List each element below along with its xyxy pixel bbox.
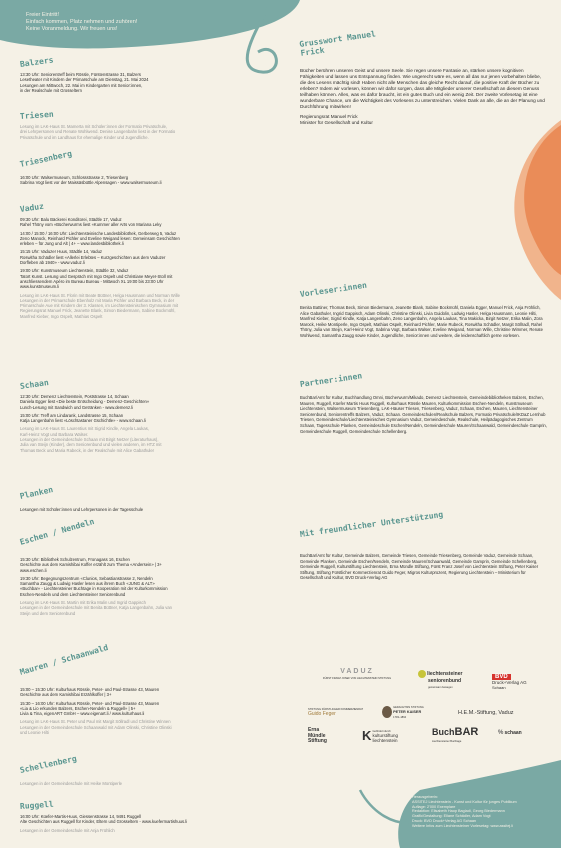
kaiser-text: [393, 704, 424, 719]
event-line: Dorfleben ab 1940» - www.vaduz.li: [20, 260, 85, 266]
event-line: Regierungsrat Manuel Frick, Jeanette Blank, Simon Biedermann, Sabine Bockmühl,: [20, 308, 176, 314]
sponsor-logos: [308, 668, 548, 758]
event: [20, 413, 282, 424]
hem-name: H.E.M.-Stiftung, Vaduz: [458, 710, 514, 716]
event-line: Lesungen in der Gemeindeschule mit Benita Büttner, Katja Langenbahn, Julia van: [20, 605, 173, 611]
event-line: Lesungen am Mittwoch, 22. Mai im Kindergarten mit Senior:innen,: [20, 82, 143, 88]
event-line: 14:00 / 15:00 / 16:00 Uhr: Liechtensteinische Landesbibliothek, Gerberweg 5, Vaduz: [20, 230, 177, 236]
kulturstiftung-k-icon: K: [362, 728, 372, 743]
logo-ffj: [314, 668, 400, 680]
event-line: 15:00 – 15:30 Uhr: Kulturhaus Rössle, Peter- und Paul-Strasse 43, Mauren: [20, 687, 160, 692]
event-line: Lesung im LAK-Haus St. Martin mit Erika Malin und Ingrid Gappisch: [20, 600, 146, 606]
ffj-label: FÜRST FRANZ JOSEF VON LIECHTENSTEIN STIFTUNG: [322, 677, 392, 680]
bvd-line3: Schaan: [492, 685, 506, 690]
grusswort-text: [300, 68, 548, 126]
feger-sub: STIFTUNG FÜRSTLICHER KOMMERZIENRAT: [308, 708, 364, 711]
event-line: Lunch-Lesung mit Sandwich und Getränken - www.demenz.li: [20, 404, 134, 410]
event-line: Roswitha Schädler liest «Allerlei Erlebtes – Kurzgeschichten aus dem Vaduzer: [20, 254, 166, 260]
publisher-line: ASSITEJ Liechtenstein - Kunst und Kultur für junges Publikum: [412, 799, 517, 804]
section-title: Vorleser:innen: [299, 280, 368, 299]
section-title: Ruggell: [19, 799, 54, 811]
kultur-line2: liechtenstein: [372, 738, 398, 743]
seniorenbund-mark-icon: [418, 670, 426, 678]
event: [20, 268, 282, 289]
intro-line: Einfach kommen, Platz nehmen und zuhören!: [26, 19, 138, 25]
unterstuetzung-list: BuchBar/Amt für Kultur, Gemeinde Balzers, Gemeinde Triesen, Gemeinde Triesenberg, Gemeinde Vaduz, Gemeinde Schaan, Gemeinde Planken, Gemeinde Eschen/Nendeln, Gemeinde Mauren/Schaanwald, Gemeinde Gamprin, Gemeinde Schellenberg, Gemeinde Ruggell, Kulturstiftung Liechtenstein, Erna Mündle Stiftung, Fürst Franz Josef von Liechtenstein Stiftung, Peter Kaiser Stiftung, Stiftung Fürstlicher Kommerzienrat Guido Feger, Migros Kulturprozent, Regierung Liechtenstein – Ministerium für Gesellschaft und Kultur, BVD Druck+Verlag AG: [300, 553, 539, 581]
publisher-line: Auflage: 2'000 Exemplare: [412, 804, 456, 809]
section-title: Mauren / Schaanwald: [18, 642, 110, 677]
event-line: Livia & Tina, eigenART GmbH – www.eigenart.li / www.kulturhaus.li: [20, 711, 145, 717]
event-line: Sabrina Vogt liest vor der Maissäsbüttle Alpensagen - www.walsermuseum.li: [20, 180, 162, 186]
event-line: «Lia & Lio erkunden Balzers, Eschen-Nendeln & Ruggell» | 5+: [20, 705, 136, 711]
publisher-line: Redaktion: Elisabeth Haop Bagladi, Georg Biedermann: [412, 809, 505, 814]
event-line: Lesung im LAK-Haus St. Florin mit Beate Büttner, Helga Hausmann und Norman Wille: [20, 292, 180, 298]
vorleser-section: [299, 280, 548, 342]
signature: [300, 114, 548, 126]
event: [20, 72, 282, 93]
feger-name: Guido Feger: [308, 711, 336, 717]
event-line: Samantha Zaugg & Ludwig Hasler lesen aus ihrem Buch «JUNG & ALT»: [20, 581, 155, 587]
partner-list: BuchBar/Amt für Kultur, Buchhandlung Omni, Bücherwurm/Mikado, Demenz Liechtenstein, Gemeindebibliotheken Balzers, Eschen, Mauren, Ruggell, Küefer Martis Huus Ruggell, Kulturhaus Rössle Mauren, Kulturkommission Eschen-Nendeln, Kunstmuseum Liechtenstein, Walsermuseum Triesenberg, LAK-Häuser Triesen, Triesenberg, Vaduz, Schaan, Eschen, Mauren, Liechtensteiner Seniorenbund, Seniorentreffs Balzers, Vaduz, Schaan. Gemeindeschulen/Realschule Balzers, Formatio Privatschule/IKDaZ Lernhub Triesen, Gemeindeschule/Liechtensteinisches Gymnasium Vaduz, Gemeindeschule, Realschule, Heilpädagogisches Zentrum Schaan, Tagesschule Planken, Gemeindeschule Eschen/Nendeln, Gemeindeschule Mauren/Schaanwald, Gemeindeschule Gamprin, Gemeindeschule Ruggell, Gemeindeschule Schellenberg.: [300, 395, 547, 434]
event-line: Lesetheater mit Kindern der Primarschule am Dienstag, 21. Mai 2024: [20, 77, 149, 83]
migros-mark-icon: %: [498, 730, 504, 736]
unterstuetzung-text: [300, 553, 548, 581]
event-line: Julia van Steijn (Kinder), dem Seniorenbund und vielen anderen, im HTZ mit: [20, 442, 162, 448]
event-line: 16:00 Uhr: Walsermuseum, Schlossstrasse 2, Triesenberg: [20, 175, 129, 180]
bvd-mark: BVD: [492, 674, 511, 680]
section-title: Triesenberg: [19, 149, 73, 169]
section-title: Schaan: [19, 378, 50, 391]
kaiser-name: PETER KAISER: [393, 710, 422, 714]
bvd-line2: Druck+Verlag AG: [492, 680, 527, 685]
event-line: Alte Geschichten aus Ruggell für Kinder, Eltern und Grosseltern - www.kuefermartishuus.li: [20, 819, 188, 825]
event-line: Thomas Beck und Maria Rabeck, in der Realschule mit Alice Gabathuler: [20, 447, 155, 453]
vorleser-list: Benita Battiner, Thomas Beck, Simon Biedermann, Jeanette Blank, Sabine Bockmühl, Daniela Egger, Manuel Frick, Anja Fröhlich, Alice Gabathuler, Ingrid Gappisch, Adam Olinski, Christine Olinski, Livia Guidolin, Ludwig Hasler, Helga Hausmann, Leonie Hilti, Manfred Kieber, Sigrid Kindle, Katja Langenbahn, Zeno Langenbahn, Angela Laukas, Tina Makicka, Birgit Netzer, Erika Malin, Zora Marock, Heike Montiperle, Ingo Ospelt, Mathias Ospelt, Reinhard Pichler, Marie Rubeck, Roswitha Schädler, Margit Söllradl, Rahel Thöny, Julia van Steijn, Karl-Heinz Vogt, Sabrina Vogt, Barbara Walser, Eveline Weigand, Norman Wille, Christine Wimmer, Renate Wohlwend, Samantha Zaugg sowie Kinder, Jugendliche, Senior:innen und weitere, die leidenschaftlich gerne vorlesen.: [300, 305, 543, 338]
event-line: 19:30 Uhr: Begegnungszentrum «Clunios, Sebastianstrasse 2, Nendeln: [20, 575, 153, 581]
event-line: Daniela Egger liest «Die beste Entscheidung - Demenz-Geschichten»: [20, 399, 150, 405]
seniorenbund-line2: seniorenbund: [428, 678, 462, 684]
logo-erna: [308, 728, 327, 745]
event-line: Lesungen in der Gemeindeschule Schaan mit Birgit Netzer (Literaturhaus),: [20, 437, 159, 443]
event: [20, 293, 282, 319]
buchbar-part1: Buch: [432, 727, 455, 737]
event-line: Geschichte aus dem Kamishibai Koffer erzählt zum Thema «Andersein» | 3+: [20, 562, 162, 568]
section-title: Schellenberg: [19, 754, 78, 775]
event-line: Lesungen mit Schüler:innen und Lehrpersonen in der Tagesschule: [20, 507, 144, 512]
section-vaduz: [19, 201, 282, 319]
intro-line: Freier Eintritt!: [26, 12, 60, 18]
info-column: [298, 29, 548, 730]
event-line: Primarschule Aue mit Kindern der 3. Klassen, im Liechtensteinischen Gymnasium mit: [20, 303, 179, 309]
event: [20, 557, 282, 573]
event-line: 15:30 Uhr: Bibliothek Schulzentrum, Fronagass 16, Eschen: [20, 557, 130, 562]
event: [20, 814, 282, 825]
vorleser-text: [300, 305, 548, 339]
grusswort-section: [298, 29, 548, 129]
section-title: Planken: [19, 485, 54, 501]
section-title: Eschen / Nendeln: [18, 516, 96, 547]
event-line: 16:00 Uhr: Küefer-Martis-Huus, Giessenstrasse 14, 9491 Ruggell: [20, 814, 142, 819]
event-line: Zeno Manock, Reinhard Pichler und Eveline Weigand lesen: Gemeinsam Geschichten: [20, 235, 180, 241]
section-title: Mit freundlicher Unterstützung: [299, 509, 444, 539]
grusswort-paragraph: Bücher berühren unseren Geist und unsere Seele. Sie regen unsere Fantasie an, stärken unsere kognitiven Fähigkeiten und lassen uns Entspannung finden. Wie ungerecht wäre es, wenn all das nur jenen vorbehalten bliebe, die des Lesens mächtig sind! Haben nicht alle Menschen das gleiche Recht darauf, die positive Kraft der Bücher zu erleben? Indem wir vorlesen, können wir dafür sorgen, dass alle Mitglieder unserer Gesellschaft an diesem Genuss teilhaben können. Alles, was es dafür braucht, ist ein gutes Buch und ein wenig Zeit. Der zweite Vorlesetag ist eine wunderbare Chance, um die Wichtigkeit des Vorlesens zu unterstreichen. Vielen Dank an alle, die an der Planung und Durchführung mitwirken!: [300, 68, 545, 109]
kaiser-sub: GEDACHTNIS STIFTUNG: [393, 706, 424, 709]
event: [20, 576, 282, 597]
event-line: www.eschen.li: [20, 567, 47, 573]
logo-kulturstiftung: [362, 728, 398, 743]
event-line: Privatschule und im Landhaus für ehemalige Kinder und Jugendliche.: [20, 134, 149, 140]
event: [20, 687, 282, 698]
section-schellenberg: [19, 754, 282, 786]
section-title: Triesen: [19, 109, 54, 121]
event-line: anschliessendem Apéro im Bureau Bureau - Mittwoch XL 19:00 bis 23:00 Uhr: [20, 278, 164, 284]
kulturstiftung-text: [373, 728, 399, 743]
event-line: Lesung im LAK-Haus St. Peter und Paul mit Margit Söllradl und Christine Winnen: [20, 719, 171, 725]
event: [20, 249, 282, 265]
publisher-info: [412, 795, 552, 829]
section-title: Balzers: [19, 55, 55, 69]
event-line: Rahel Thöny vom «Bücherwurms liest «Kummer aller Arts von Mariana Leky: [20, 222, 162, 228]
event-line: 12:30 Uhr: Demenz Liechtenstein, Poststrasse 14, Schaan: [20, 394, 129, 399]
event-line: Katja Langenbahn liest «Löschtastaner Gschichtle» - www.schaan.li: [20, 418, 146, 424]
event-line: 19:00 Uhr: Kunstmuseum Liechtenstein, Städtle 32, Vaduz: [20, 268, 129, 274]
event-line: 15:00 Uhr: Treff am Lindarank, Landstrasse 15, Schaan: [20, 412, 124, 418]
signature-line: Minister für Gesellschaft und Kultur: [300, 120, 373, 125]
section-title: Partner:innen: [299, 371, 363, 389]
event-line: 13:30 Uhr: Seniorentreff beim Rössle, Fürstenstrasse 31, Balzers: [20, 72, 141, 77]
migros-text: schaan: [504, 730, 522, 736]
erna-line3: Stiftung: [308, 738, 327, 744]
unterstuetzung-section: [299, 509, 548, 584]
event-line: Lesung im LAK-Haus St. Laurentius mit Sigrid Kindle, Angela Laukas,: [20, 426, 149, 432]
logo-bvd: [492, 674, 527, 690]
event-line: Lesung im LAK-Haus St. Mamerta mit Schüler:innen der Formatio Privatschule,: [20, 124, 168, 129]
event-line: Lesungen in der Gemeindeschule mit Heike Montiperle: [20, 781, 122, 786]
kaiser-years: 1793–1864: [393, 716, 407, 719]
section-balzers: [19, 55, 282, 93]
intro-line: Keine Voranmeldung. Wir freuen uns!: [26, 26, 118, 32]
event-line: Manfred Kieber, Ingo Ospelt, Mathias Ospelt: [20, 313, 103, 319]
logo-migros: [498, 730, 522, 736]
event-line: Lesungen in der Gemeindeschule Schaanwald mit Adam Olinski, Christine Olinski: [20, 724, 172, 730]
buchbar-sub: Liechtensteiner Buchtage: [432, 740, 462, 743]
event: [20, 231, 282, 247]
event-line: 15:30 – 16:00 Uhr: Kulturhaus Rössle, Peter- und Paul-Strasse 43, Mauren: [20, 700, 160, 706]
event-line: in der Realschule mit Grosseltern: [20, 87, 82, 93]
publisher-line: Druck: BVD Druck+Verlag AG Schaan: [412, 818, 477, 823]
event-line: 15:15 Uhr: Vaduzer Huus, Städtle 14, Vaduz: [20, 249, 103, 255]
event-line: drei Lehrpersonen und Renate Wohlwend. Denise Langenbahn liest in der Formatio: [20, 129, 176, 135]
event-line: und Leonie Hilti: [20, 730, 49, 736]
seniorenbund-line1: liechtensteiner: [427, 671, 463, 678]
event: [20, 701, 282, 717]
kultur-line1: kulturstiftung: [372, 733, 399, 738]
erna-line2: Mündle: [308, 732, 326, 739]
logo-seniorenbund: [418, 670, 462, 689]
section-schaan: [19, 378, 282, 453]
intro-note: [26, 12, 206, 33]
signature-line: Regierungsrat Manuel Frick: [300, 114, 358, 119]
section-title: Vaduz: [19, 201, 45, 214]
kultur-sub: Gefördert durch: [372, 730, 391, 733]
logo-feger: [308, 706, 363, 717]
section-ruggell: [19, 799, 282, 833]
program-column: [18, 55, 282, 846]
event-line: Eschen-Nendeln und dem Liechtensteiner Seniorenbund: [20, 591, 126, 597]
kaiser-portrait-icon: [382, 706, 392, 718]
event-line: Steijn und dem Seniorenbund: [20, 610, 76, 616]
event-line: Karl-Heinz Vogt und Barbara Walser.: [20, 431, 89, 437]
vaduz-logo: VADUZ: [340, 668, 374, 675]
section-title: Grusswort Manuel Frick: [298, 29, 377, 58]
event-line: www.kunstmuseum.li: [20, 284, 60, 290]
event: [20, 394, 282, 410]
event-line: Lesungen in der Primarschule Ebenholz mit Maria Pichler und Barbara Beck, in der: [20, 297, 175, 303]
event-line: Tatort Kunst. Lesung und Gespräch mit Ingo Ospelt und Christiane Meyer-Stoll mit: [20, 273, 173, 279]
event: [20, 217, 282, 228]
event-line: 09:30 Uhr: Balu Bäckerei Konditorei, Städtle 17, Vaduz: [20, 217, 122, 222]
logo-buchbar: [432, 726, 478, 743]
publisher-line: Weitere Infos zum Liechtensteiner Vorlesetag: www.assitej.li: [412, 823, 514, 828]
event-line: Lesungen in der Gemeindeschule mit Anja Frühlich: [20, 827, 115, 833]
seniorenbund-sub: gemeinsam bewegen: [428, 686, 453, 689]
logo-kaiser: [382, 704, 424, 719]
event-line: Geschichte aus dem Kamishibai Erzählkoffer | 3+: [20, 692, 112, 698]
logo-hem: [458, 710, 514, 716]
publisher-line: Grafik/Gestaltung: Eliane Schädler, Adam Vogt: [412, 814, 491, 819]
publisher-line: Herausgeberin:: [412, 795, 438, 799]
event-line: «Buchbar» - Liechtensteiner Buchtage in Kooperation mit der Kulturkommission: [20, 586, 168, 592]
buchbar-part2: BAR: [454, 726, 479, 738]
partner-section: [299, 371, 548, 437]
event: [20, 828, 282, 833]
erna-line1: Erna: [308, 727, 320, 733]
partner-text: [300, 395, 548, 434]
event-line: erleben – für Jung und Alt | 4+ – www.landesbibliothek.li: [20, 241, 124, 247]
